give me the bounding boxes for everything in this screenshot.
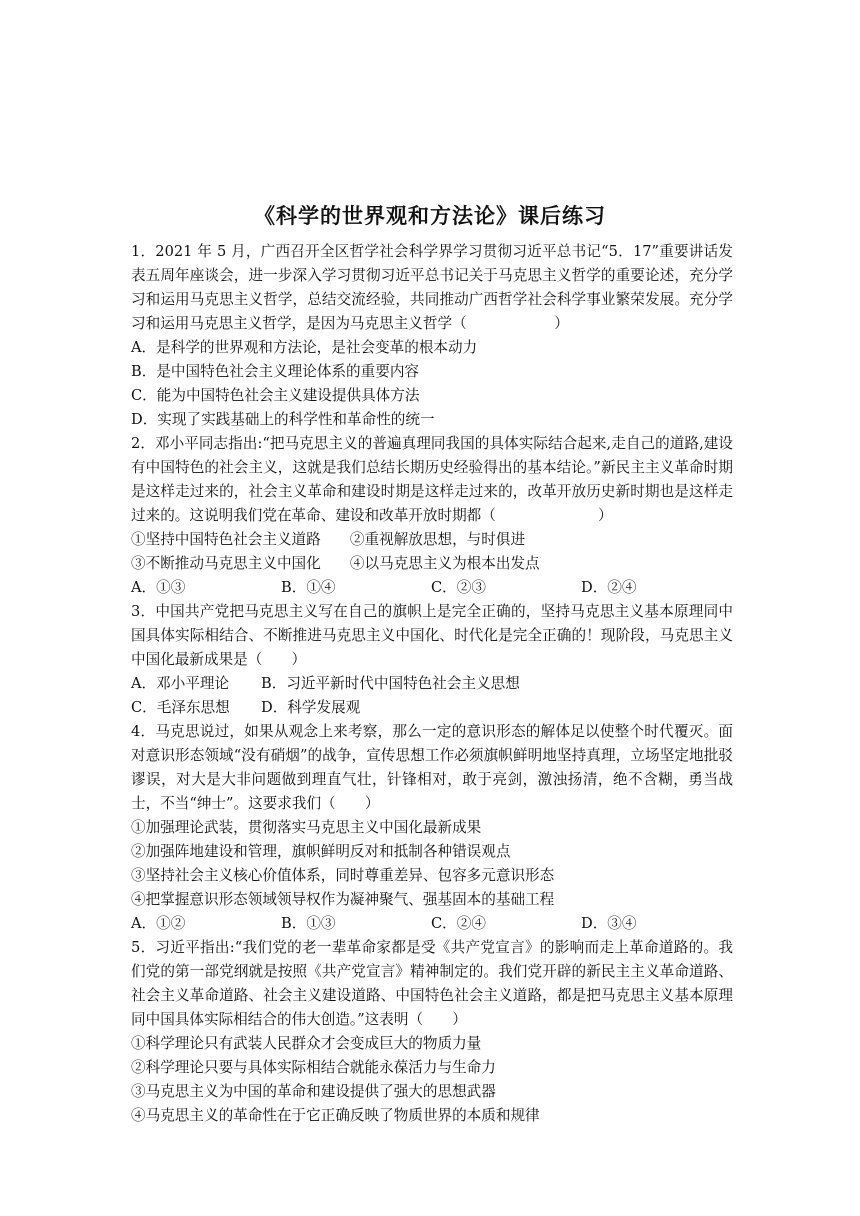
choice-b: B．①③ xyxy=(281,915,336,932)
option-d: D．实现了实践基础上的科学性和革命性的统一 xyxy=(131,411,435,428)
choice-a: A．①② xyxy=(131,915,186,932)
page-title: 《科学的世界观和方法论》课后练习 xyxy=(254,204,606,228)
question-5 xyxy=(131,936,733,1128)
choice-row xyxy=(131,576,733,600)
statement-4: ④把掌握意识形态领域领导权作为凝神聚气、强基固本的基础工程 xyxy=(131,891,555,908)
question-3 xyxy=(131,600,733,720)
choice-d: D．②④ xyxy=(581,579,637,596)
statement-3: ③坚持社会主义核心价值体系，同时尊重差异、包容多元意识形态 xyxy=(131,867,555,884)
choice-d: D．科学发展观 xyxy=(261,699,361,716)
statement-3: ③马克思主义为中国的革命和建设提供了强大的思想武器 xyxy=(131,1083,496,1100)
question-stem: 4．马克思说过，如果从观念上来考察，那么一定的意识形态的解体足以使整个时代覆灭。面对意识形态领域“没有硝烟”的战争，宣传思想工作必须旗帜鲜明地坚持真理，立场坚定地批驳谬误，对大是大非问题做到理直气壮，针锋相对，敢于亮剑，激浊扬清，绝不含糊，勇当战士，不当“绅士”。这要求我们（ ） xyxy=(131,723,733,812)
question-stem: 2．邓小平同志指出:“把马克思主义的普遍真理同我国的具体实际结合起来,走自己的道路,建设有中国特色的社会主义，这就是我们总结长期历史经验得出的基本结论。”新民主主义革命时期是这样走过来的，社会主义革命和建设时期是这样走过来的，改革开放历史新时期也是这样走过来的。这说明我们党在革命、建设和改革开放时期都（ ） xyxy=(131,435,733,524)
choice-row xyxy=(131,696,733,720)
statement-4: ④马克思主义的革命性在于它正确反映了物质世界的本质和规律 xyxy=(131,1107,540,1124)
choice-c: C．毛泽东思想 xyxy=(131,699,230,716)
option-a: A．是科学的世界观和方法论，是社会变革的根本动力 xyxy=(131,339,478,356)
choice-row xyxy=(131,912,733,936)
statement-line: ③不断推动马克思主义中国化 ④以马克思主义为根本出发点 xyxy=(131,555,540,572)
choice-b: B．习近平新时代中国特色社会主义思想 xyxy=(261,675,520,692)
questions-body xyxy=(131,240,733,1128)
statement-2: ②加强阵地建设和管理，旗帜鲜明反对和抵制各种错误观点 xyxy=(131,843,511,860)
choice-a: A．邓小平理论 xyxy=(131,675,230,692)
question-2 xyxy=(131,432,733,600)
choice-b: B．①④ xyxy=(281,579,336,596)
question-1 xyxy=(131,240,733,432)
choice-a: A．①③ xyxy=(131,579,186,596)
choice-row xyxy=(131,672,733,696)
question-stem: 5．习近平指出:“我们党的老一辈革命家都是受《共产党宣言》的影响而走上革命道路的。我们党的第一部党纲就是按照《共产党宣言》精神制定的。我们党开辟的新民主主义革命道路、社会主义革命道路、社会主义建设道路、中国特色社会主义道路，都是把马克思主义基本原理同中国具体实际相结合的伟大创造。”这表明（ ） xyxy=(131,939,733,1028)
question-4 xyxy=(131,720,733,936)
option-c: C．能为中国特色社会主义建设提供具体方法 xyxy=(131,387,420,404)
choice-d: D．③④ xyxy=(581,915,637,932)
question-stem: 1．2021 年 5 月，广西召开全区哲学社会科学界学习贯彻习近平总书记“5．17”重要讲话发表五周年座谈会，进一步深入学习贯彻习近平总书记关于马克思主义哲学的重要论述，充分学习和运用马克思主义哲学，总结交流经验，共同推动广西哲学社会科学事业繁荣发展。充分学习和运用马克思主义哲学，是因为马克思主义哲学（ ） xyxy=(131,243,733,332)
question-stem: 3．中国共产党把马克思主义写在自己的旗帜上是完全正确的，坚持马克思主义基本原理同中国具体实际相结合、不断推进马克思主义中国化、时代化是完全正确的！现阶段，马克思主义中国化最新成果是（ ） xyxy=(131,603,733,668)
choice-c: C．②③ xyxy=(431,579,486,596)
option-b: B．是中国特色社会主义理论体系的重要内容 xyxy=(131,363,420,380)
statement-1: ①加强理论武装，贯彻落实马克思主义中国化最新成果 xyxy=(131,819,482,836)
statement-1: ①科学理论只有武装人民群众才会变成巨大的物质力量 xyxy=(131,1035,482,1052)
statement-line: ①坚持中国特色社会主义道路 ②重视解放思想，与时俱进 xyxy=(131,531,526,548)
statement-2: ②科学理论只要与具体实际相结合就能永葆活力与生命力 xyxy=(131,1059,496,1076)
choice-c: C．②④ xyxy=(431,915,486,932)
